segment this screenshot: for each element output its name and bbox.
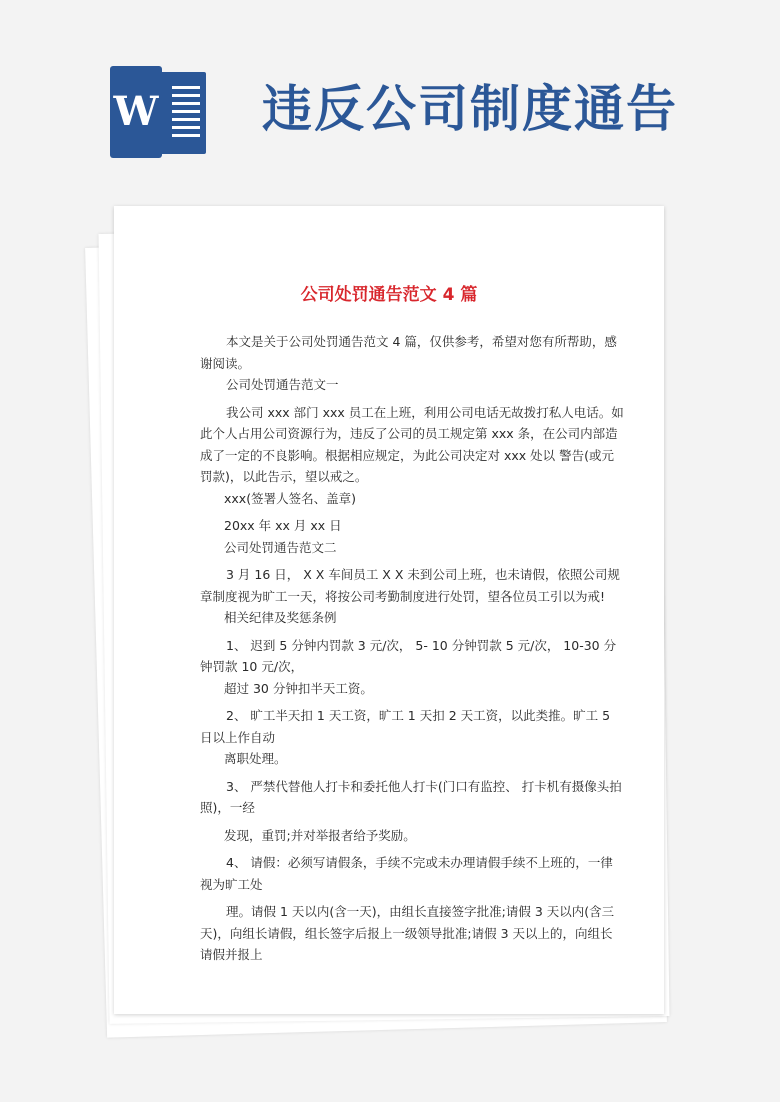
document-body	[200, 331, 624, 966]
banner	[0, 0, 780, 200]
paragraph: 3 月 16 日， X X 车间员工 X X 未到公司上班，也未请假，依照公司规章制度视为旷工一天，将按公司考勤制度进行处罚，望各位员工引以为戒!	[200, 567, 620, 604]
paragraph: 20xx 年 xx 月 xx 日	[224, 518, 342, 533]
paragraph: 超过 30 分钟扣半天工资。	[224, 680, 373, 696]
paragraph: 理。请假 1 天以内(含一天)，由组长直接签字批准;请假 3 天以内(含三天)，向组长请假，组长签字后报上一级领导批准;请假 3 天以上的，向组长请假并报上	[200, 904, 615, 962]
paragraph: 本文是关于公司处罚通告范文 4 篇，仅供参考，希望对您有所帮助，感谢阅读。	[200, 334, 617, 371]
paragraph: 相关纪律及奖惩条例	[224, 610, 337, 625]
word-icon	[110, 66, 208, 158]
word-icon-letter: W	[110, 66, 162, 158]
paragraph: 3、 严禁代替他人打卡和委托他人打卡(门口有监控、 打卡机有摄像头拍照)，一经	[200, 778, 622, 815]
paragraph: 1、 迟到 5 分钟内罚款 3 元/次， 5- 10 分钟罚款 5 元/次， 10-30 分钟罚款 10 元/次，	[200, 637, 617, 674]
document-title: 公司处罚通告范文 4 篇	[300, 285, 478, 305]
paragraph: xxx(签署人签名、盖章)	[224, 490, 356, 506]
paragraph: 公司处罚通告范文一	[226, 377, 339, 392]
document-page	[114, 206, 664, 1014]
paragraph: 公司处罚通告范文二	[224, 539, 337, 555]
paragraph: 离职处理。	[224, 751, 287, 766]
paragraph: 4、 请假：必须写请假条，手续不完或未办理请假手续不上班的，一律视为旷工处	[200, 855, 613, 892]
banner-title: 违反公司制度通告	[262, 80, 678, 138]
paragraph: 2、 旷工半天扣 1 天工资，旷工 1 天扣 2 天工资，以此类推。旷工 5 日以上作自动	[200, 708, 611, 745]
paragraph: 发现，重罚;并对举报者给予奖励。	[224, 827, 416, 843]
paragraph: 我公司 xxx 部门 xxx 员工在上班，利用公司电话无故拨打私人电话。如此个人占用公司资源行为，违反了公司的员工规定第 xxx 条，在公司内部造成了一定的不良影响。根据相应规定，为此公司决定对 xxx 处以 警告(或元罚款)，以此告示，望以戒之。	[200, 404, 624, 484]
